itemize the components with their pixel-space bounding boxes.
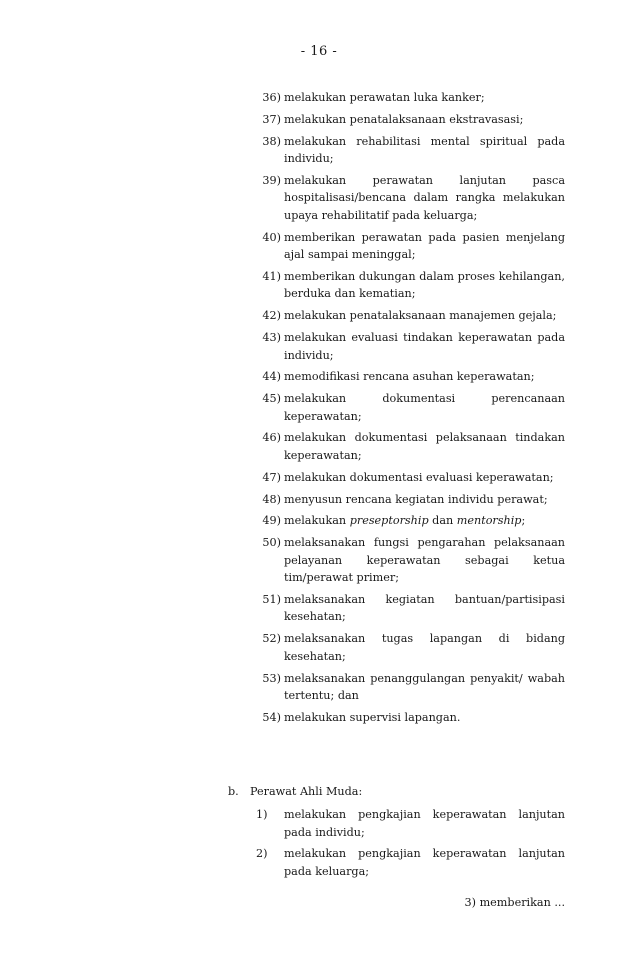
item-number: 53) — [262, 671, 281, 685]
item-text: melaksanakan kegiatan bantuan/partisipasi kesehatan; — [284, 592, 565, 624]
item-text: melaksanakan fungsi pengarahan pelaksanaan pelayanan keperawatan sebagai ketua tim/perawat primer; — [284, 536, 565, 585]
section-b-label: b. — [228, 785, 239, 798]
item-text: melakukan dokumentasi pelaksanaan tindakan keperawatan; — [284, 431, 565, 462]
list-item — [243, 229, 565, 264]
item-number: 41) — [262, 269, 281, 283]
item-number: 54) — [262, 710, 281, 724]
item-text — [281, 512, 565, 530]
item-text: melakukan pengkajian keperawatan lanjutan pada individu; — [284, 808, 565, 839]
list-item — [243, 845, 565, 880]
task-list — [243, 89, 565, 731]
section-b-list — [243, 806, 565, 885]
item-number: 36) — [262, 91, 281, 104]
item-number: 45) — [262, 392, 281, 406]
list-item — [243, 670, 565, 705]
list-item — [243, 512, 565, 530]
item-number: 46) — [262, 431, 281, 445]
list-item — [243, 806, 565, 841]
item-text: melaksanakan penanggulangan penyakit/ wabah tertentu; dan — [284, 671, 565, 703]
item-text: memberikan perawatan pada pasien menjelang ajal sampai meninggal; — [284, 230, 565, 262]
item-text: melakukan penatalaksanaan ekstravasasi; — [284, 112, 524, 126]
list-item — [243, 491, 565, 509]
item-text: melakukan rehabilitasi mental spiritual pada individu; — [284, 134, 565, 166]
list-item — [243, 307, 565, 325]
list-item — [243, 630, 565, 665]
item-number: 42) — [262, 309, 281, 323]
page-number: - 16 - — [300, 44, 338, 59]
item-text: menyusun rencana kegiatan individu perawat; — [284, 492, 548, 506]
list-item — [243, 172, 565, 225]
list-item — [243, 368, 565, 386]
item-text: melakukan perawatan lanjutan pasca hospitalisasi/bencana dalam rangka melakukan upaya rehabilitatif pada keluarga; — [284, 173, 565, 222]
item-text-part: dan — [428, 514, 457, 528]
item-number: 48) — [262, 492, 281, 506]
item-text-part: ; — [521, 514, 526, 528]
item-text: melakukan pengkajian keperawatan lanjutan pada keluarga; — [284, 847, 565, 878]
item-text: memodifikasi rencana asuhan keperawatan; — [284, 370, 535, 384]
item-number: 40) — [262, 230, 281, 244]
item-text: melakukan supervisi lapangan. — [284, 710, 461, 724]
list-item — [243, 133, 565, 168]
list-item — [243, 429, 565, 464]
item-text: melakukan penatalaksanaan manajemen gejala; — [284, 309, 557, 323]
section-b-title: Perawat Ahli Muda: — [250, 785, 363, 798]
item-number: 39) — [262, 173, 281, 187]
item-text: memberikan dukungan dalam proses kehilangan, berduka dan kematian; — [284, 269, 565, 301]
list-item — [243, 469, 565, 487]
continuation-note: 3) memberikan ... — [464, 896, 565, 909]
item-number: 47) — [262, 470, 281, 484]
item-text: melakukan perawatan luka kanker; — [284, 91, 485, 104]
list-item — [243, 591, 565, 626]
item-number: 50) — [262, 536, 281, 550]
section-b-heading — [228, 783, 565, 801]
list-item — [243, 709, 565, 727]
list-item — [243, 390, 565, 425]
item-number: 52) — [262, 632, 281, 646]
item-number: 38) — [262, 134, 281, 148]
list-item — [243, 534, 565, 587]
item-number: 49) — [262, 514, 281, 528]
item-number: 37) — [262, 112, 281, 126]
item-text-italic: preseptorship — [349, 514, 429, 528]
item-text-part: melakukan — [284, 514, 350, 528]
item-number: 2) — [256, 847, 268, 861]
list-item — [243, 329, 565, 364]
list-item — [243, 268, 565, 303]
item-number: 44) — [262, 370, 281, 384]
item-text: melaksanakan tugas lapangan di bidang kesehatan; — [284, 632, 565, 663]
item-number: 43) — [262, 331, 281, 345]
item-text: melakukan dokumentasi evaluasi keperawatan; — [284, 470, 554, 484]
list-item — [243, 89, 565, 107]
item-number: 51) — [262, 592, 281, 606]
item-text-italic: mentorship — [456, 514, 522, 528]
item-number: 1) — [256, 808, 268, 821]
item-text: melakukan evaluasi tindakan keperawatan pada individu; — [284, 331, 565, 362]
item-text: melakukan dokumentasi perencanaan keperawatan; — [284, 392, 565, 423]
list-item — [243, 111, 565, 129]
